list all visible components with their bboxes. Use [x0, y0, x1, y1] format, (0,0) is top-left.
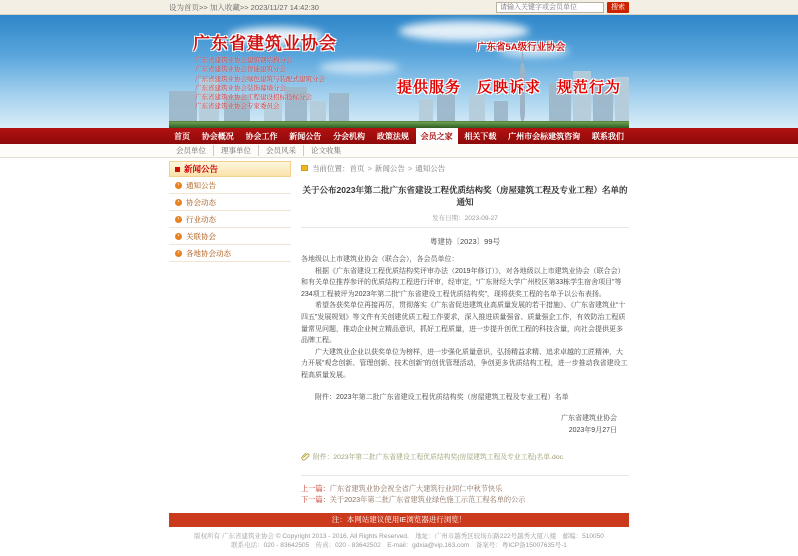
sidebar-header	[169, 161, 291, 177]
attachment-doc-link[interactable]: 附件：2023年第二批广东省建设工程优质结构奖(房屋建筑工程及专业工程)名单.doc	[313, 454, 563, 462]
main-nav	[0, 128, 798, 144]
nav-item-home[interactable]: 首页	[174, 131, 190, 141]
trees-strip-graphic	[169, 121, 629, 128]
search-button[interactable]: 搜索	[607, 2, 629, 13]
breadcrumb-notices[interactable]: 通知公告	[415, 163, 446, 173]
search-input[interactable]	[496, 2, 604, 13]
footer-contact: 联系电话：020 - 83642505 传真：020 - 83642502 E-mail：gdxia@vip.163.com 备案号：粤ICP备15007635号-1	[231, 542, 567, 550]
sidebar-item-notices[interactable]: › 通知公告	[169, 177, 291, 194]
sidebar	[169, 161, 291, 505]
signature-date: 2023年9月27日	[568, 427, 617, 435]
branch-line: 广东省建筑业协会建筑钢结构分会	[195, 57, 293, 64]
subnav-member-style[interactable]: 会员风采	[258, 145, 303, 156]
red-square-icon	[175, 167, 180, 172]
arrow-dot-icon: ›	[175, 233, 182, 240]
subnav-member-units[interactable]: 会员单位	[176, 146, 206, 155]
sidebar-item-association-news[interactable]: › 协会动态	[169, 194, 291, 211]
browser-notice	[0, 513, 798, 527]
nav-item-contact[interactable]: 联系我们	[591, 131, 624, 141]
arrow-dot-icon: ›	[175, 216, 182, 223]
arrow-dot-icon: ›	[175, 199, 182, 206]
article-paragraph: 各地级以上市建筑业协会（联合会），各会员单位：	[301, 256, 459, 263]
top-utility-bar	[0, 0, 798, 15]
document-number: 粤建协〔2023〕99号	[429, 237, 501, 246]
cloud-graphic	[399, 21, 529, 41]
branch-association-list	[195, 56, 325, 112]
site-logo-title: 广东省建筑业协会	[193, 34, 337, 53]
article-title: 关于公布2023年第二批广东省建设工程优质结构奖（房屋建筑工程及专业工程）名单的通知	[302, 185, 628, 207]
next-article-link[interactable]: 下一篇：关于2023年第二批广东省建筑业绿色施工示范工程名单的公示	[301, 495, 526, 505]
header-banner	[0, 15, 798, 128]
subnav-paper-collection[interactable]: 论文收集	[303, 145, 348, 156]
set-home-favorite-time[interactable]: 设为首页>> 加入收藏>> 2023/11/27 14:42:30	[169, 2, 319, 12]
subnav-council-units[interactable]: 理事单位	[213, 145, 258, 156]
sidebar-item-industry-news[interactable]: › 行业动态	[169, 211, 291, 228]
banner-slogan: 提供服务 反映诉求 规范行为	[396, 79, 621, 96]
sidebar-item-related-associations[interactable]: › 关联协会	[169, 228, 291, 245]
nav-item-consulting[interactable]: 广州市会标建筑咨询	[508, 131, 581, 141]
article-paragraph: 根据《广东省建设工程优质结构奖评审办法（2019年修订）》，对各地级以上市建筑业协会（联合会）和有关单位推荐参评的优质结构工程进行评审，经审定，“广东财经大学广州校区第33栋学生宿舍项目”等234项工程被评为2023年第二批“广东省建设工程优质结构奖”，现将获奖工程的名单予以公布表扬。	[301, 267, 625, 298]
nav-item-association-work[interactable]: 协会工作	[245, 131, 278, 141]
signature-block	[301, 413, 629, 437]
member-subnav	[0, 144, 798, 158]
prev-next-pager	[301, 475, 629, 505]
sidebar-item-local-association-news[interactable]: › 各地协会动态	[169, 245, 291, 262]
nav-item-branches[interactable]: 分会机构	[333, 131, 366, 141]
browser-notice-text: 注：本网站建议使用IE浏览器进行浏览！	[169, 513, 629, 527]
breadcrumb-home[interactable]: 首页	[349, 163, 365, 173]
signature-org: 广东省建筑业协会	[561, 415, 617, 423]
branch-line: 广东省建筑业协会绿色建筑与装配式建筑分会	[195, 75, 325, 83]
nav-item-news[interactable]: 新闻公告	[289, 131, 322, 141]
breadcrumb-news[interactable]: 新闻公告	[374, 163, 405, 173]
nav-item-about[interactable]: 协会概况	[201, 131, 234, 141]
location-icon	[301, 165, 308, 171]
prev-article-link[interactable]: 上一篇：广东省建筑业协会祝全省广大建筑行业同仁中秋节快乐	[301, 484, 503, 494]
article-paragraph: 希望各获奖单位再接再厉，贯彻落实《广东省促进建筑业高质量发展的若干措施》、《广东省建筑业“十四五”发展规划》等文件有关创建优质工程工作要求，深入推进质量强省、质量强企工作，有效防治工程质量常见问题，推动企业树立精品意识，抓好工程质量，进一步提升创优工程的科技含量，向社会提供更多品牌工程。	[301, 302, 626, 345]
arrow-dot-icon: ›	[175, 250, 182, 257]
content-area	[0, 158, 798, 505]
breadcrumb: 当前位置： 首页 > 新闻公告 > 通知公告	[301, 161, 629, 175]
nav-item-downloads[interactable]: 相关下载	[464, 131, 497, 141]
branch-line: 广东省建筑业协会智能建筑分会	[195, 66, 286, 74]
attachment-note: 附件：2023年第二批广东省建设工程优质结构奖（房屋建筑工程及专业工程）名单	[315, 393, 569, 401]
sidebar-title: 新闻公告	[184, 164, 219, 174]
attachment-download-row[interactable]	[301, 451, 629, 461]
article-paragraph: 广大建筑业企业以获奖单位为榜样，进一步强化质量意识，弘扬精益求精、追求卓越的工匠精神，大力开展“观念创新、管理创新、技术创新”的创优管理活动，争创更多优质结构工程，进一步推动我省建设工程高质量发展。	[301, 348, 628, 379]
footer-copyright: 版权所有 广东省建筑业协会 © Copyright 2013 - 2016, All Rights Reserved. 地址：广州市越秀区较场东路222号越秀大厦八楼 邮编：510050	[194, 533, 604, 541]
nav-item-members-home[interactable]: 会员之家	[416, 128, 458, 144]
branch-line: 广东省建筑业协会专家委员会	[195, 103, 280, 111]
branch-line: 广东省建筑业协会装饰幕墙分会	[195, 84, 286, 92]
article-panel	[301, 161, 629, 505]
nav-item-policies[interactable]: 政策法规	[376, 131, 409, 141]
footer	[0, 532, 798, 556]
rating-badge-text: 广东省5A级行业协会	[477, 42, 566, 53]
branch-line: 广东省建筑业协会工程建设招标投标分会	[195, 94, 312, 102]
arrow-dot-icon: ›	[175, 182, 182, 189]
breadcrumb-label: 当前位置：	[312, 163, 350, 173]
article-header	[301, 184, 629, 228]
publish-date: 发布日期：2023-09-27	[432, 215, 498, 222]
paperclip-icon	[301, 452, 310, 461]
